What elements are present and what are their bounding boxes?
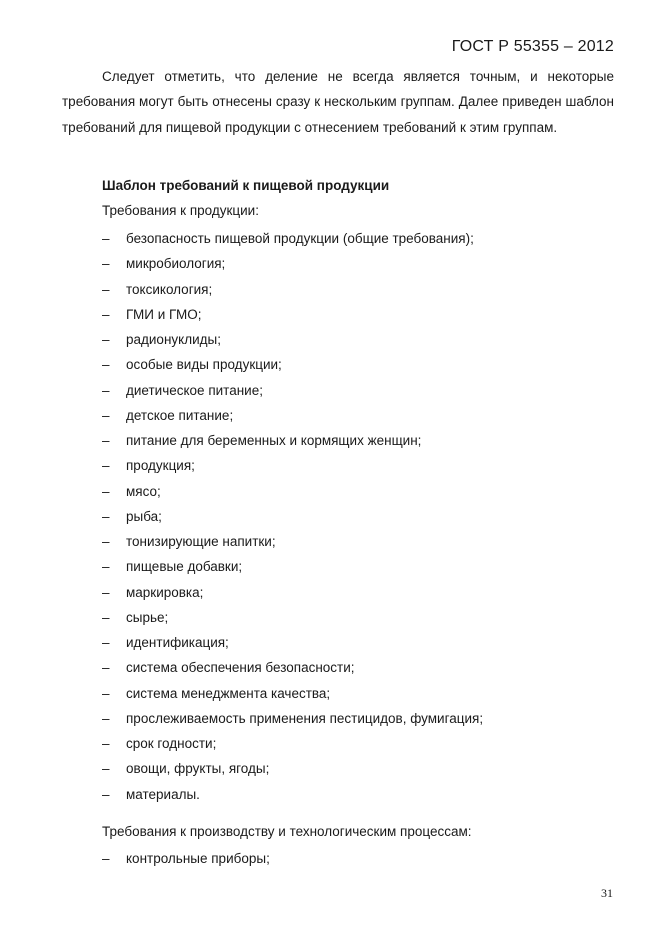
list-item-text: контрольные приборы; bbox=[126, 851, 270, 866]
dash-bullet: – bbox=[102, 483, 110, 499]
list-item-text: тонизирующие напитки; bbox=[126, 534, 276, 549]
list-item-text: радионуклиды; bbox=[126, 332, 221, 347]
list-item bbox=[102, 352, 483, 377]
process-requirements-heading: Требования к производству и технологическим процессам: bbox=[102, 824, 472, 839]
list-item-text: система обеспечения безопасности; bbox=[126, 660, 355, 676]
list-item-text: токсикология; bbox=[126, 281, 213, 297]
list-item-text: маркировка; bbox=[126, 584, 204, 600]
section-title: Шаблон требований к пищевой продукции bbox=[102, 178, 390, 193]
dash-bullet: – bbox=[102, 786, 110, 802]
document-code: ГОСТ Р 55355 – 2012 bbox=[451, 38, 614, 55]
list-item bbox=[102, 226, 483, 251]
dash-bullet: – bbox=[102, 231, 110, 246]
list-item-text: овощи, фрукты, ягоды; bbox=[126, 761, 270, 777]
dash-bullet: – bbox=[102, 635, 110, 650]
list-item bbox=[102, 302, 483, 327]
dash-bullet: – bbox=[102, 407, 110, 423]
dash-bullet: – bbox=[102, 332, 110, 347]
list-item bbox=[102, 580, 483, 605]
list-item-text: пищевые добавки; bbox=[126, 559, 243, 575]
list-item-text: питание для беременных и кормящих женщин; bbox=[126, 433, 422, 448]
list-item-text: микробиология; bbox=[126, 256, 226, 272]
dash-bullet: – bbox=[102, 508, 110, 524]
list-item bbox=[102, 731, 483, 756]
process-requirements-list bbox=[102, 846, 270, 871]
dash-bullet: – bbox=[102, 281, 110, 297]
page-number: 31 bbox=[601, 886, 613, 900]
list-item bbox=[102, 655, 483, 680]
list-item-text: система менеджмента качества; bbox=[126, 685, 331, 701]
list-item bbox=[102, 846, 270, 871]
list-item-text: сырье; bbox=[126, 609, 169, 625]
list-item-text: идентификация; bbox=[126, 635, 229, 650]
list-item bbox=[102, 630, 483, 655]
list-item-text: детское питание; bbox=[126, 407, 234, 423]
list-item bbox=[102, 782, 483, 807]
list-item bbox=[102, 453, 483, 478]
dash-bullet: – bbox=[102, 256, 110, 272]
dash-bullet: – bbox=[102, 761, 110, 777]
dash-bullet: – bbox=[102, 736, 110, 751]
dash-bullet: – bbox=[102, 851, 110, 866]
list-item-text: безопасность пищевой продукции (общие требования); bbox=[126, 231, 474, 246]
list-item bbox=[102, 529, 483, 554]
dash-bullet: – bbox=[102, 685, 110, 701]
dash-bullet: – bbox=[102, 584, 110, 600]
dash-bullet: – bbox=[102, 306, 110, 322]
list-item bbox=[102, 479, 483, 504]
list-item-text: прослеживаемость применения пестицидов, фумигация; bbox=[126, 710, 484, 726]
list-item bbox=[102, 428, 483, 453]
dash-bullet: – bbox=[102, 534, 110, 549]
dash-bullet: – bbox=[102, 382, 110, 398]
list-item-text: ГМИ и ГМО; bbox=[126, 306, 202, 322]
list-item bbox=[102, 706, 483, 731]
list-item bbox=[102, 605, 483, 630]
dash-bullet: – bbox=[102, 609, 110, 625]
list-item bbox=[102, 277, 483, 302]
list-item-text: особые виды продукции; bbox=[126, 357, 282, 373]
list-item-text: мясо; bbox=[126, 483, 161, 499]
list-item bbox=[102, 504, 483, 529]
list-item bbox=[102, 327, 483, 352]
list-item bbox=[102, 378, 483, 403]
dash-bullet: – bbox=[102, 710, 110, 726]
list-item bbox=[102, 681, 483, 706]
list-item-text: срок годности; bbox=[126, 736, 217, 751]
list-item-text: продукция; bbox=[126, 458, 195, 474]
list-item bbox=[102, 251, 483, 276]
list-item-text: материалы. bbox=[126, 786, 200, 802]
product-requirements-list bbox=[102, 226, 483, 807]
list-item bbox=[102, 554, 483, 579]
intro-paragraph: Следует отметить, что деление не всегда является точным, и некоторые требования могут быть отнесены сразу к нескольким группам. Далее приведен шаблон требований для пищевой продукции с отнесением требований к этим группам. bbox=[62, 69, 614, 135]
list-item bbox=[102, 756, 483, 781]
dash-bullet: – bbox=[102, 458, 110, 474]
dash-bullet: – bbox=[102, 660, 110, 676]
dash-bullet: – bbox=[102, 357, 110, 373]
list-item-text: рыба; bbox=[126, 508, 162, 524]
product-requirements-heading: Требования к продукции: bbox=[102, 203, 259, 218]
list-item bbox=[102, 403, 483, 428]
list-item-text: диетическое питание; bbox=[126, 382, 263, 398]
dash-bullet: – bbox=[102, 559, 110, 575]
dash-bullet: – bbox=[102, 433, 110, 448]
